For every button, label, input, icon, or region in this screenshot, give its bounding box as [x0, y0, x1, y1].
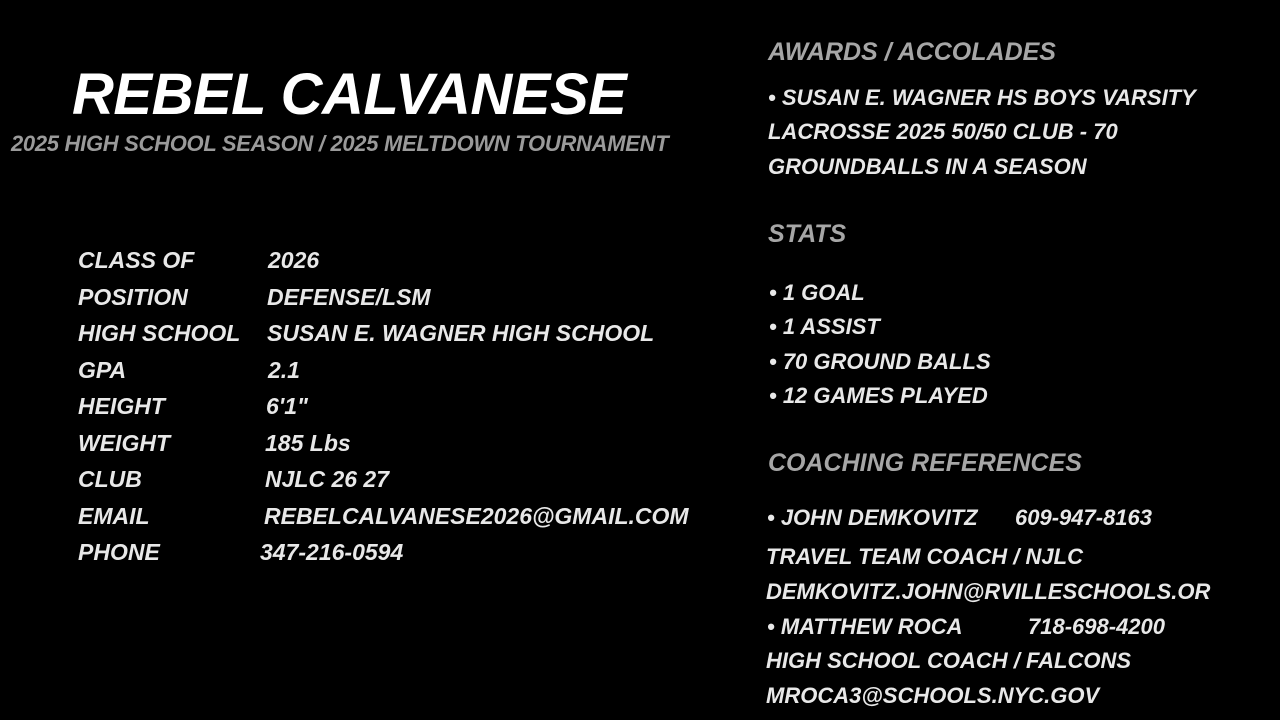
info-label-high-school: HIGH SCHOOL: [78, 320, 241, 346]
stat-item: • 1 ASSIST: [769, 314, 880, 339]
coach-name: • JOHN DEMKOVITZ: [767, 505, 978, 530]
season-subtitle: 2025 HIGH SCHOOL SEASON / 2025 MELTDOWN TOURNAMENT: [11, 131, 669, 156]
info-label-class: CLASS OF: [78, 247, 195, 273]
coach-email: DEMKOVITZ.JOHN@RVILLESCHOOLS.OR: [766, 579, 1211, 604]
info-value-class: 2026: [268, 247, 320, 273]
coach-phone: 609-947-8163: [1015, 505, 1153, 530]
info-value-high-school: SUSAN E. WAGNER HIGH SCHOOL: [267, 320, 655, 346]
coach-role: TRAVEL TEAM COACH / NJLC: [766, 544, 1083, 569]
info-value-height: 6'1": [266, 393, 308, 419]
info-label-height: HEIGHT: [78, 393, 165, 419]
info-value-gpa: 2.1: [268, 357, 300, 383]
info-value-phone: 347-216-0594: [260, 539, 404, 565]
stat-item: • 12 GAMES PLAYED: [769, 383, 988, 408]
coach-phone: 718-698-4200: [1028, 614, 1166, 639]
info-label-gpa: GPA: [78, 357, 127, 383]
award-line: • SUSAN E. WAGNER HS BOYS VARSITY: [768, 85, 1196, 110]
coach-role: HIGH SCHOOL COACH / FALCONS: [766, 648, 1132, 673]
coach-email: MROCA3@SCHOOLS.NYC.GOV: [766, 683, 1100, 708]
info-label-club: CLUB: [78, 466, 142, 492]
info-label-email: EMAIL: [78, 503, 150, 529]
info-value-weight: 185 Lbs: [265, 430, 351, 456]
info-label-weight: WEIGHT: [78, 430, 170, 456]
info-value-email: REBELCALVANESE2026@GMAIL.COM: [264, 503, 689, 529]
info-label-phone: PHONE: [78, 539, 160, 565]
stats-heading: STATS: [768, 220, 847, 248]
info-label-position: POSITION: [78, 284, 188, 310]
award-line: GROUNDBALLS IN A SEASON: [768, 154, 1087, 179]
stat-item: • 1 GOAL: [769, 280, 865, 305]
award-line: LACROSSE 2025 50/50 CLUB - 70: [768, 119, 1118, 144]
info-value-position: DEFENSE/LSM: [267, 284, 431, 310]
stat-item: • 70 GROUND BALLS: [769, 349, 991, 374]
coach-name: • MATTHEW ROCA: [767, 614, 963, 639]
info-value-club: NJLC 26 27: [265, 466, 390, 492]
awards-heading: AWARDS / ACCOLADES: [768, 38, 1056, 66]
player-name: REBEL CALVANESE: [72, 62, 627, 127]
coaching-heading: COACHING REFERENCES: [768, 449, 1082, 477]
